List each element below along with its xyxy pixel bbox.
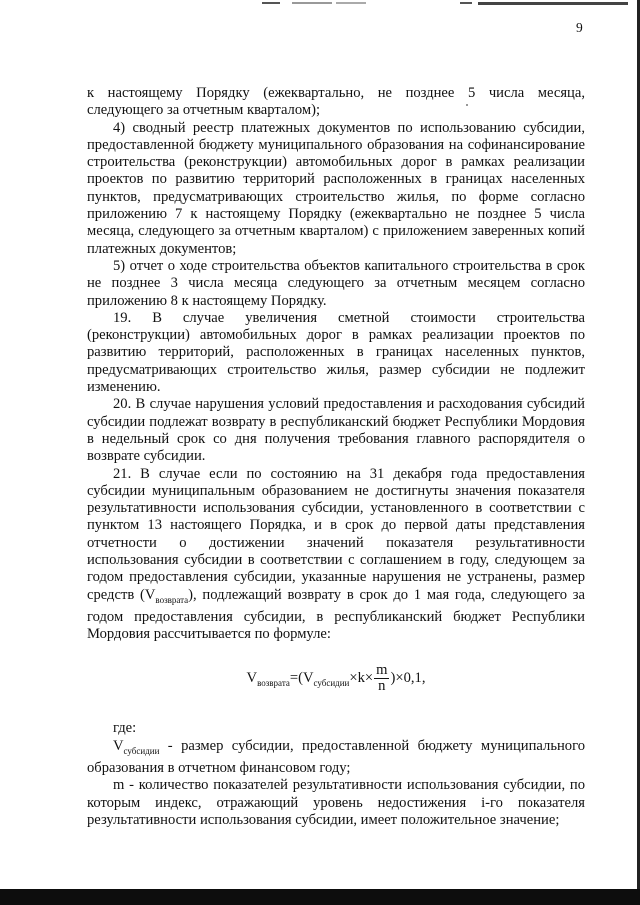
definition-m: m - количество показателей результативности использования субсидии, по которым индекс, отражающий уровень недостижения i-го показателя результативности использования субсидии, имеет положительное значение;: [87, 777, 585, 828]
paragraph-continuation: к настоящему Порядку (ежеквартально, не позднее 5 числа месяца, следующего за отчетным кварталом);: [87, 85, 585, 119]
def1-text: - размер субсидии, предоставленной бюджету муниципального образования в отчетном финансовом году;: [87, 737, 585, 776]
formula-fraction: [374, 663, 389, 694]
formula-lhs-sub: возврата: [257, 678, 290, 689]
scan-top-artifacts: [0, 0, 640, 10]
paragraph-21-text-start: 21. В случае если по состоянию на 31 декабря года предоставления субсидии муниципальным образованием не достигнуты значения показателя результативности использования субсидии, установленного в соответствии с пунктом 13 настоящего Порядка, и в срок до первой даты представления отчетности о достижении значений показателя результативности использования субсидии в соответствии с соглашением в году, следующем за годом предоставления субсидии, указанные нарушения не устранены, размер средств (V: [87, 465, 585, 603]
formula-denominator: n: [378, 678, 386, 695]
paragraph-21-text-end: ), подлежащий возврату в срок до 1 мая года, следующего за годом предоставления субсидии, в республиканский бюджет Республики Мордовия рассчитывается по формуле:: [87, 586, 585, 643]
def1-sub: субсидии: [123, 745, 160, 756]
paragraph-20: 20. В случае нарушения условий предоставления и расходования субсидий субсидии подлежат возврату в республиканский бюджет Республики Мордовия в недельный срок со дня получения требования главного распорядителя о возврате субсидии.: [87, 396, 585, 465]
scan-dust: [466, 104, 468, 106]
paragraph-21: [87, 466, 585, 644]
formula-lhs-var: V: [246, 670, 258, 687]
document-body: [87, 85, 585, 829]
formula-tail: )×0,1,: [390, 670, 426, 687]
formula-numerator: m: [376, 662, 388, 679]
paragraph-19: 19. В случае увеличения сметной стоимости строительства (реконструкции) автомобильных дорог в рамках реализации проектов по развитию территорий, расположенных в границах населенных пунктов, предусматривающих строительство жилья, размер субсидии не подлежит изменению.: [87, 309, 585, 396]
scan-bottom-edge: [0, 889, 640, 905]
paragraph-item-5: 5) отчет о ходе строительства объектов капитального строительства в срок не позднее 3 числа месяца следующего за отчетным месяцем согласно приложению 8 к настоящему Порядку.: [87, 257, 585, 309]
def1-var: V: [113, 737, 124, 754]
formula-rhs-sub: субсидии: [313, 678, 350, 689]
v-return-subscript: возврата: [155, 594, 189, 605]
page-number: 9: [576, 20, 583, 35]
refund-formula: [87, 663, 585, 694]
formula-times-k: ×k×: [349, 670, 374, 687]
paragraph-item-4: 4) сводный реестр платежных документов по использованию субсидии, предоставленной бюджету муниципального образования на софинансирование строительства (реконструкции) автомобильных дорог в рамках реализации проектов по развитию территорий расположенных в границах населенных пунктов, предусматривающих строительство жилья, по форме согласно приложению 7 к настоящему Порядку (ежеквартально не позднее 5 числа месяца, следующего за отчетным кварталом) с приложением заверенных копий платежных документов;: [87, 119, 585, 257]
definition-v-subsidy: [87, 738, 585, 778]
where-label: где:: [113, 720, 137, 737]
formula-eq-open: =(V: [289, 670, 314, 687]
